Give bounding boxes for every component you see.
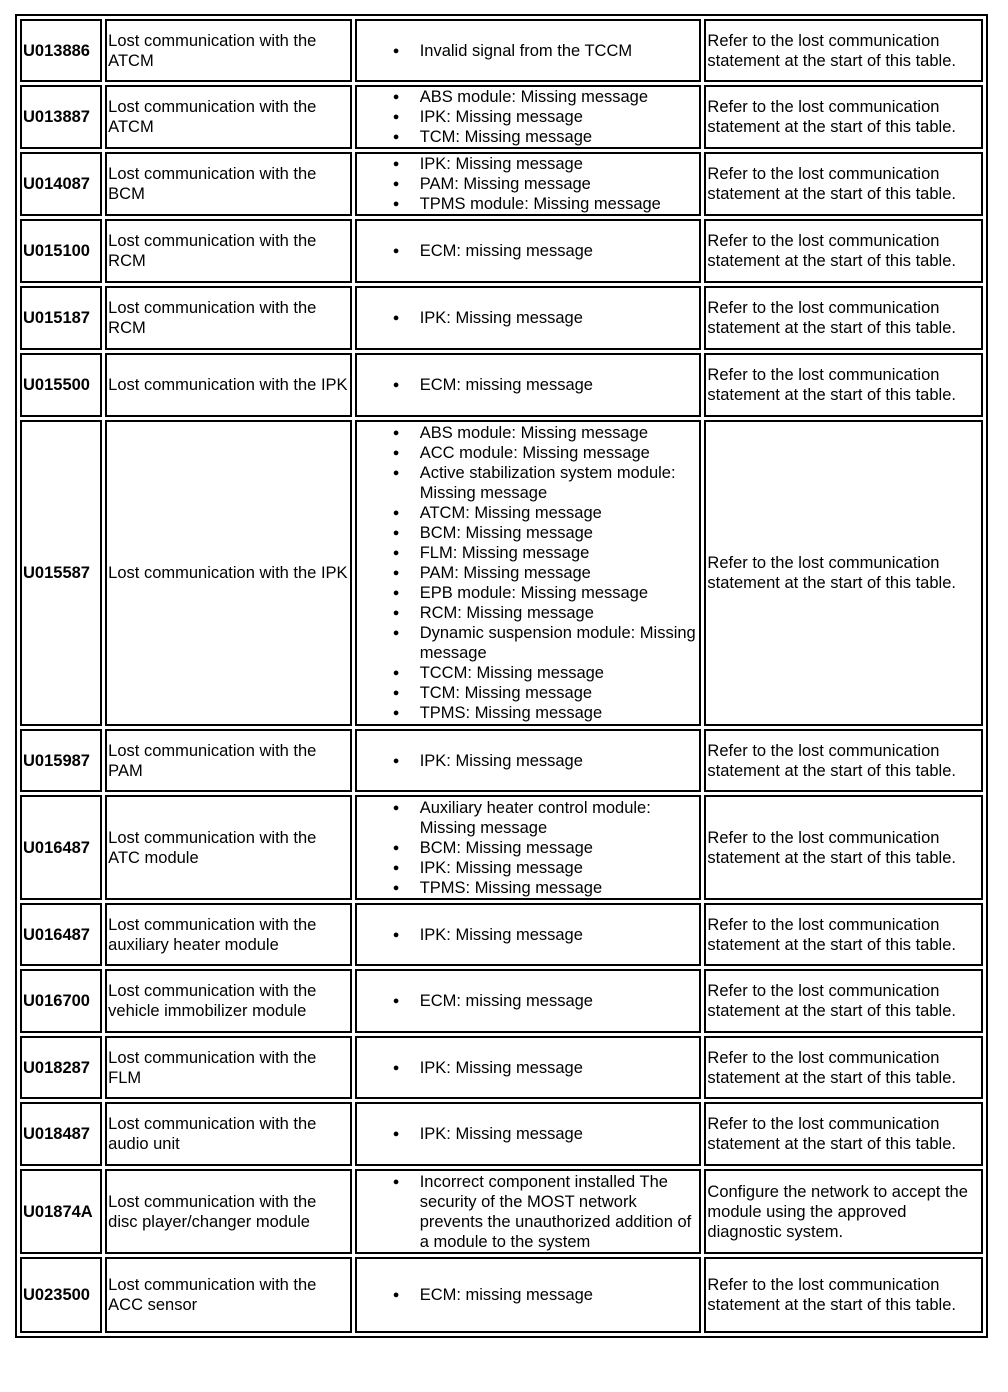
cause-item: ● IPK: Missing message xyxy=(420,925,699,945)
dtc-code: U016487 xyxy=(20,795,102,900)
cause-item: ● Invalid signal from the TCCM xyxy=(420,41,699,61)
dtc-code: U016700 xyxy=(20,969,102,1033)
cause-list xyxy=(358,423,699,723)
possible-causes xyxy=(355,1257,702,1333)
dtc-code: U018487 xyxy=(20,1102,102,1166)
action: Refer to the lost communication statement at the start of this table. xyxy=(704,152,983,216)
action: Refer to the lost communication statement at the start of this table. xyxy=(704,219,983,283)
cause-item: ● FLM: Missing message xyxy=(420,543,699,563)
cause-item: ● IPK: Missing message xyxy=(420,308,699,328)
dtc-description: Lost communication with the BCM xyxy=(105,152,352,216)
table-row xyxy=(20,1036,983,1099)
cause-list xyxy=(358,1124,699,1144)
action: Refer to the lost communication statement at the start of this table. xyxy=(704,795,983,900)
dtc-description: Lost communication with the FLM xyxy=(105,1036,352,1099)
action: Refer to the lost communication statement at the start of this table. xyxy=(704,729,983,792)
table-row xyxy=(20,152,983,216)
cause-item: ● PAM: Missing message xyxy=(420,563,699,583)
cause-item: ● BCM: Missing message xyxy=(420,838,699,858)
cause-item: ● PAM: Missing message xyxy=(420,174,699,194)
dtc-code: U013887 xyxy=(20,85,102,149)
action: Refer to the lost communication statement at the start of this table. xyxy=(704,19,983,82)
dtc-code: U023500 xyxy=(20,1257,102,1333)
dtc-description: Lost communication with the RCM xyxy=(105,219,352,283)
possible-causes xyxy=(355,1169,702,1254)
cause-item: ● Auxiliary heater control module: Missing message xyxy=(420,798,699,838)
possible-causes xyxy=(355,903,702,966)
cause-list xyxy=(358,154,699,214)
possible-causes xyxy=(355,1102,702,1166)
cause-list xyxy=(358,87,699,147)
dtc-code: U015500 xyxy=(20,353,102,417)
dtc-description: Lost communication with the auxiliary heater module xyxy=(105,903,352,966)
cause-item: ● TPMS: Missing message xyxy=(420,878,699,898)
action: Refer to the lost communication statement at the start of this table. xyxy=(704,1036,983,1099)
cause-list xyxy=(358,375,699,395)
action: Refer to the lost communication statement at the start of this table. xyxy=(704,420,983,726)
table-row xyxy=(20,729,983,792)
dtc-table xyxy=(15,14,988,1338)
possible-causes xyxy=(355,219,702,283)
dtc-description: Lost communication with the vehicle immobilizer module xyxy=(105,969,352,1033)
dtc-description: Lost communication with the PAM xyxy=(105,729,352,792)
table-row xyxy=(20,286,983,350)
table-row xyxy=(20,903,983,966)
cause-list xyxy=(358,41,699,61)
possible-causes xyxy=(355,420,702,726)
cause-item: ● ATCM: Missing message xyxy=(420,503,699,523)
table-row xyxy=(20,1102,983,1166)
dtc-code: U015587 xyxy=(20,420,102,726)
dtc-description: Lost communication with the ATC module xyxy=(105,795,352,900)
cause-item: ● ABS module: Missing message xyxy=(420,87,699,107)
table-row xyxy=(20,969,983,1033)
possible-causes xyxy=(355,969,702,1033)
possible-causes xyxy=(355,286,702,350)
possible-causes xyxy=(355,729,702,792)
cause-item: ● ECM: missing message xyxy=(420,991,699,1011)
dtc-code: U01874A xyxy=(20,1169,102,1254)
cause-list xyxy=(358,1058,699,1078)
cause-item: ● EPB module: Missing message xyxy=(420,583,699,603)
cause-list xyxy=(358,991,699,1011)
action: Refer to the lost communication statement at the start of this table. xyxy=(704,286,983,350)
dtc-code: U015987 xyxy=(20,729,102,792)
action: Refer to the lost communication statement at the start of this table. xyxy=(704,1257,983,1333)
cause-item: ● Incorrect component installed The security of the MOST network prevents the unauthorized addition of a module to the system xyxy=(420,1172,699,1252)
cause-list xyxy=(358,241,699,261)
cause-item: ● IPK: Missing message xyxy=(420,751,699,771)
dtc-code: U015100 xyxy=(20,219,102,283)
table-row xyxy=(20,1257,983,1333)
possible-causes xyxy=(355,1036,702,1099)
action: Refer to the lost communication statement at the start of this table. xyxy=(704,969,983,1033)
dtc-description: Lost communication with the ACC sensor xyxy=(105,1257,352,1333)
dtc-table-body xyxy=(20,19,983,1333)
cause-list xyxy=(358,1172,699,1252)
cause-item: ● ABS module: Missing message xyxy=(420,423,699,443)
dtc-description: Lost communication with the disc player/changer module xyxy=(105,1169,352,1254)
cause-item: ● IPK: Missing message xyxy=(420,1124,699,1144)
action: Refer to the lost communication statement at the start of this table. xyxy=(704,353,983,417)
table-row xyxy=(20,1169,983,1254)
cause-list xyxy=(358,308,699,328)
action: Refer to the lost communication statement at the start of this table. xyxy=(704,1102,983,1166)
table-row xyxy=(20,353,983,417)
dtc-description: Lost communication with the audio unit xyxy=(105,1102,352,1166)
cause-item: ● IPK: Missing message xyxy=(420,1058,699,1078)
cause-item: ● ECM: missing message xyxy=(420,375,699,395)
dtc-description: Lost communication with the ATCM xyxy=(105,19,352,82)
cause-item: ● IPK: Missing message xyxy=(420,154,699,174)
cause-list xyxy=(358,1285,699,1305)
cause-item: ● TCM: Missing message xyxy=(420,127,699,147)
table-row xyxy=(20,420,983,726)
table-row xyxy=(20,219,983,283)
cause-item: ● TPMS module: Missing message xyxy=(420,194,699,214)
dtc-description: Lost communication with the IPK xyxy=(105,353,352,417)
possible-causes xyxy=(355,353,702,417)
cause-item: ● Active stabilization system module: Missing message xyxy=(420,463,699,503)
cause-item: ● IPK: Missing message xyxy=(420,858,699,878)
cause-list xyxy=(358,925,699,945)
cause-item: ● Dynamic suspension module: Missing message xyxy=(420,623,699,663)
dtc-description: Lost communication with the RCM xyxy=(105,286,352,350)
possible-causes xyxy=(355,19,702,82)
dtc-code: U013886 xyxy=(20,19,102,82)
possible-causes xyxy=(355,152,702,216)
cause-item: ● TCCM: Missing message xyxy=(420,663,699,683)
action: Refer to the lost communication statement at the start of this table. xyxy=(704,903,983,966)
cause-list xyxy=(358,751,699,771)
cause-item: ● TPMS: Missing message xyxy=(420,703,699,723)
dtc-description: Lost communication with the ATCM xyxy=(105,85,352,149)
dtc-code: U016487 xyxy=(20,903,102,966)
cause-item: ● ECM: missing message xyxy=(420,1285,699,1305)
action: Configure the network to accept the module using the approved diagnostic system. xyxy=(704,1169,983,1254)
dtc-code: U014087 xyxy=(20,152,102,216)
dtc-description: Lost communication with the IPK xyxy=(105,420,352,726)
dtc-code: U015187 xyxy=(20,286,102,350)
possible-causes xyxy=(355,795,702,900)
table-row xyxy=(20,85,983,149)
cause-item: ● ACC module: Missing message xyxy=(420,443,699,463)
possible-causes xyxy=(355,85,702,149)
cause-item: ● IPK: Missing message xyxy=(420,107,699,127)
cause-item: ● RCM: Missing message xyxy=(420,603,699,623)
table-row xyxy=(20,19,983,82)
cause-list xyxy=(358,798,699,898)
table-row xyxy=(20,795,983,900)
cause-item: ● TCM: Missing message xyxy=(420,683,699,703)
action: Refer to the lost communication statement at the start of this table. xyxy=(704,85,983,149)
cause-item: ● BCM: Missing message xyxy=(420,523,699,543)
cause-item: ● ECM: missing message xyxy=(420,241,699,261)
dtc-code: U018287 xyxy=(20,1036,102,1099)
